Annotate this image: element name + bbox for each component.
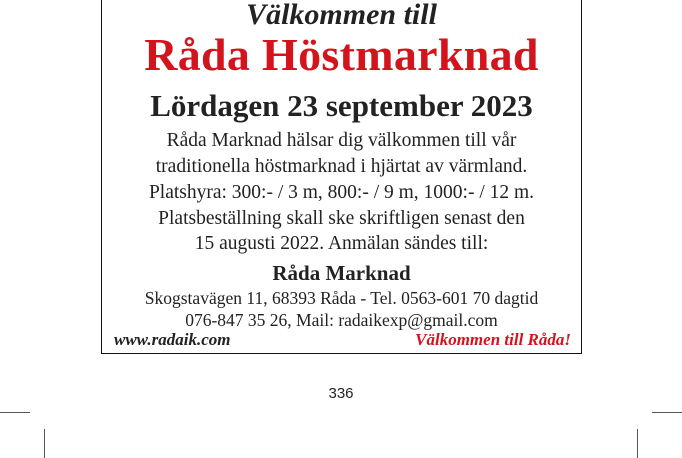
closing-tagline: Välkommen till Råda! xyxy=(415,330,571,349)
organizer-name: Råda Marknad xyxy=(272,261,411,285)
website-link[interactable]: www.radaik.com xyxy=(114,330,231,349)
market-title: Råda Höstmarknad xyxy=(144,29,539,80)
market-advertisement xyxy=(101,0,582,354)
welcome-heading: Välkommen till xyxy=(246,0,437,31)
event-date: Lördagen 23 september 2023 xyxy=(150,88,533,123)
body-line: Råda Marknad hälsar dig välkommen till vår xyxy=(166,130,517,151)
body-line: Platsbeställning skall ske skriftligen senast den xyxy=(158,208,525,229)
crop-mark xyxy=(637,429,638,458)
body-line: traditionella höstmarknad i hjärtat av värmland. xyxy=(155,156,528,177)
address-line: 076-847 35 26, Mail: radaikexp@gmail.com xyxy=(185,310,498,330)
address-line: Skogstavägen 11, 68393 Råda - Tel. 0563-601 70 dagtid xyxy=(144,288,539,308)
crop-mark xyxy=(652,412,682,413)
crop-mark xyxy=(44,429,45,458)
body-line: 15 augusti 2022. Anmälan sändes till: xyxy=(194,233,489,254)
page-number: 336 xyxy=(328,385,354,402)
crop-mark xyxy=(0,412,30,413)
body-line: Platshyra: 300:- / 3 m, 800:- / 9 m, 1000:- / 12 m. xyxy=(148,182,535,203)
